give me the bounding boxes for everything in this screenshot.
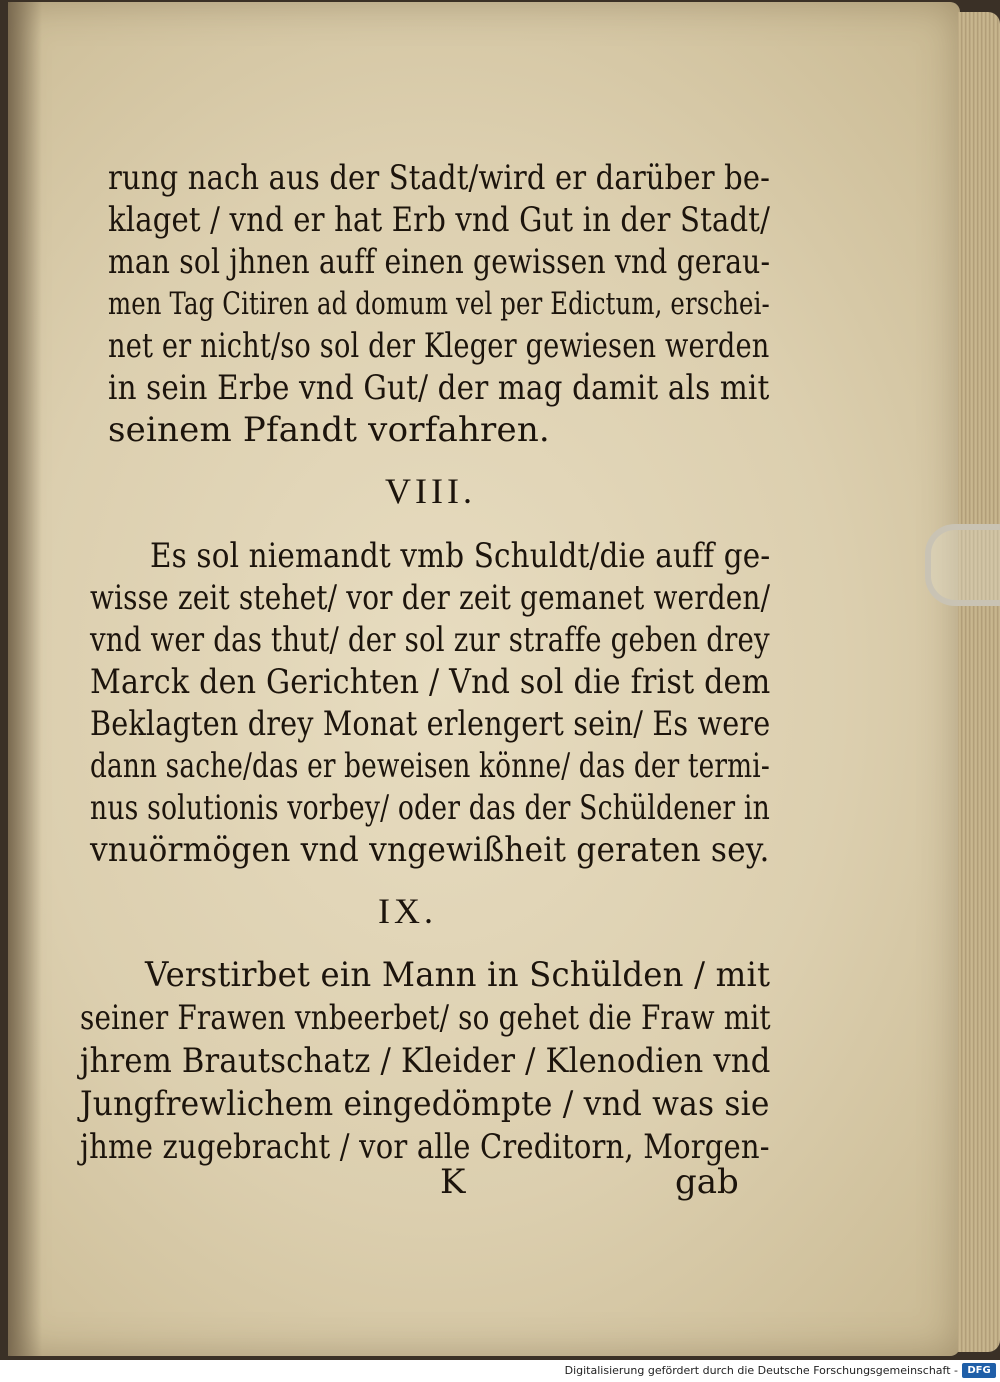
text-line: dann sache/das er beweisen könne/ das der termi- — [90, 746, 770, 786]
text-line: man sol jhnen auff einen gewissen vnd gerau- — [108, 242, 771, 282]
text-line: Es sol niemandt vmb Schuldt/die auff ge- — [150, 536, 771, 576]
text-line: jhrem Brautschatz / Kleider / Klenodien vnd — [80, 1041, 771, 1081]
text-line: men Tag Citiren ad domum vel per Edictum, erschei- — [108, 286, 770, 322]
text-line: in sein Erbe vnd Gut/ der mag damit als mit — [108, 368, 770, 408]
text-line: seinem Pfandt vorfahren. — [108, 410, 550, 450]
text-line: jhme zugebracht / vor alle Creditorn, Morgen- — [80, 1127, 770, 1167]
text-line: rung nach aus der Stadt/wird er darüber be- — [108, 158, 771, 198]
text-line: wisse zeit stehet/ vor der zeit gemanet werden/ — [90, 578, 771, 618]
section-heading-viii: VIII. — [385, 471, 476, 511]
section-heading-ix: IX. — [378, 891, 437, 931]
text-line: net er nicht/so sol der Kleger gewiesen werden — [108, 326, 770, 366]
text-line: Marck den Gerichten / Vnd sol die frist dem — [90, 662, 771, 702]
text-line: seiner Frawen vnbeerbet/ so gehet die Fraw mit — [80, 998, 771, 1038]
catchword: gab — [675, 1162, 739, 1202]
signature-mark: K — [440, 1162, 466, 1202]
funding-credit: Digitalisierung gefördert durch die Deutsche Forschungsgemeinschaft - — [564, 1364, 958, 1377]
dfg-logo-icon: DFG — [962, 1363, 996, 1378]
text-line: vnd wer das thut/ der sol zur straffe geben drey — [90, 620, 770, 660]
text-line: nus solutionis vorbey/ oder das der Schüldener in — [90, 788, 770, 828]
text-line: vnuörmögen vnd vngewißheit geraten sey. — [90, 830, 770, 870]
text-line: klaget / vnd er hat Erb vnd Gut in der Stadt/ — [108, 200, 771, 240]
footer-bar — [0, 1360, 1000, 1382]
text-line: Jungfrewlichem eingedömpte / vnd was sie — [80, 1084, 770, 1124]
text-line: Beklagten drey Monat erlengert sein/ Es were — [90, 704, 771, 744]
text-line: Verstirbet ein Mann in Schülden / mit — [145, 955, 771, 995]
